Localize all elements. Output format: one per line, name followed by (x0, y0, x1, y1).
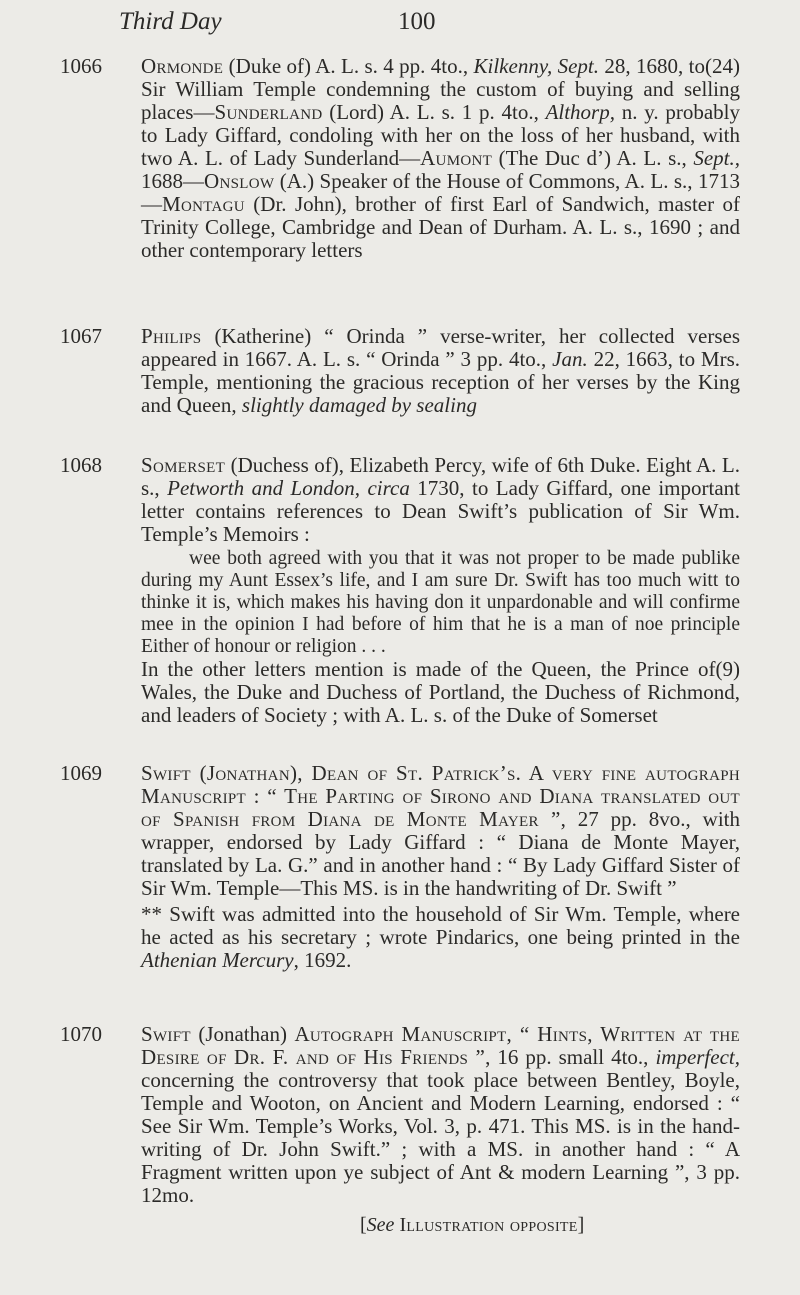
lot-continuation: (9) In the other letters mention is made of the Queen, the Prince of Wales, the Duke and Duchess of Portland, the Duchess of Richmond, and leaders of Society ; with A. L. s. of the Duke of Somerset (141, 657, 740, 727)
lot-text-run: n. y. probably to Lady Giffard, condoling with her on the loss of her husband, with two A. L. of Lady Sunderland— (141, 100, 740, 170)
lot-text-run: Althorp, (545, 100, 615, 124)
lot-description (141, 454, 740, 727)
lot-number: 1069 (60, 761, 102, 785)
lot-number: 1068 (60, 453, 102, 477)
lot-text-run: Kilkenny, Sept. (473, 54, 600, 78)
lot-text-run: (Jonathan) (190, 1022, 295, 1046)
lot-text-run: (Duke of) A. L. s. 4 pp. 4to., (223, 54, 474, 78)
lot-text-run: concerning the controversy that took place between Bentley, Boyle, Temple and Wooton, on Ancient and Modern Learning, endorsed : “ See Sir Wm. Temple’s Works, Vol. 3, p. 471. This MS. is in the hand-writing of Dr. John Swift.” ; with a MS. in another hand : “ A Fragment written upon ye subject of Ant & modern Learning ”, 3 pp. 12mo. (141, 1068, 740, 1207)
lot-text-run: Aumont (420, 146, 493, 170)
lot-description (141, 325, 740, 417)
lot-text-run: (Katherine) “ Orinda ” verse-writer, her collected verses appeared in 1667. A. L. s. “ Orinda ” 3 pp. 4to., (141, 324, 740, 371)
lot-text-run: Sunderland (214, 100, 323, 124)
lot-text-run: imperfect, (655, 1045, 740, 1069)
lot-text-run: 1730, to Lady Giffard, one important letter contains references to Dean Swift’s publication of Sir Wm. Temple’s Memoirs : (141, 476, 740, 546)
lot-description (141, 1023, 740, 1207)
lot-text (141, 55, 740, 262)
lot-text-run: Ormonde (141, 54, 224, 78)
lot-description (141, 762, 740, 972)
lot-text-run: (Lord) A. L. s. 1 p. 4to., (322, 100, 546, 124)
lot-text-run: , 27 pp. 8vo., with wrapper, endorsed by Lady Giffard : “ Diana de Monte Mayer, translated by La. G.” and in another hand : “ By Lady Giffard Sister of Sir Wm. Temple—This MS. is in the handwriting of Dr. Swift ” (141, 807, 740, 900)
lot-text-run: (The Duc d’) A. L. s., (492, 146, 694, 170)
lot-description (141, 55, 740, 262)
lot-note: ** Swift was admitted into the household of Sir Wm. Temple, where he acted as his secretary ; wrote Pindarics, one being printed in the Athenian Mercury, 1692. (141, 902, 741, 972)
lot-text-run: 28, 1680, to Sir William Temple condemning the custom of buying and selling places— (141, 54, 740, 124)
page-header (0, 8, 800, 48)
lot-text-run: slightly damaged by sealing (241, 393, 477, 417)
lot-text-run: Swift (Jonathan), Dean of St. Patrick’s. A very fine autograph Manuscript : “ The Parting of Sirono and Diana translated out of Spanish from Diana de Monte Mayer ” (141, 761, 740, 831)
lot-text-run: 1688— (141, 169, 204, 193)
lot-text-run: Sept., (693, 146, 740, 170)
day-heading: Third Day (119, 8, 222, 35)
lot-text-run: Philips (141, 324, 202, 348)
lot-text (141, 762, 740, 900)
page-number: 100 (398, 8, 436, 35)
lot-number: 1066 (60, 54, 102, 78)
lot-text-run: Swift (141, 1022, 191, 1046)
lot-number: 1067 (60, 324, 102, 348)
lot-text-run: (Dr. John), brother of first Earl of Sandwich, master of Trinity College, Cambridge and Dean of Durham. A. L. s., 1690 ; and other contemporary letters (141, 192, 740, 262)
lot-reference: (9) (715, 657, 740, 681)
lot-text-run: Onslow (204, 169, 275, 193)
lot-text-run: Montagu (162, 192, 245, 216)
lot-text (141, 454, 740, 546)
lot-text-run: Somerset (141, 453, 226, 477)
illustration-reference: [See Illustration opposite] (360, 1214, 585, 1236)
asterism-icon: ** (141, 902, 162, 926)
lot-text-run: (A.) Speaker of the House of Commons, A. L. s., 1713— (141, 169, 740, 216)
lot-number: 1070 (60, 1022, 102, 1046)
letter-quotation: wee both agreed with you that it was not proper to be made publike during my Aunt Essex’s life, and I am sure Dr. Swift has too much witt to thinke it is, which makes his having don it unpardonable and will confirme mee in the opinion I had before of him that he is a man of noe principle Either of honour or religion . . . (141, 548, 740, 657)
lot-text-run: Autograph Manuscript, “ Hints, Written at the Desire of Dr. F. and of His Friends ” (141, 1022, 740, 1069)
lot-reference: (24) (705, 54, 740, 78)
lot-text-run: (Duchess of), Elizabeth Percy, wife of 6th Duke. Eight A. L. s., (141, 453, 740, 500)
lot-text (141, 1023, 740, 1207)
lot-text-run: , 16 pp. small 4to., (485, 1045, 656, 1069)
lot-text-run: Jan. (552, 347, 588, 371)
lot-text-run: 22, 1663, to Mrs. Temple, mentioning the gracious reception of her verses by the King and Queen, (141, 347, 740, 417)
lot-text-run: Petworth and London, circa (167, 476, 410, 500)
lot-text (141, 325, 740, 417)
